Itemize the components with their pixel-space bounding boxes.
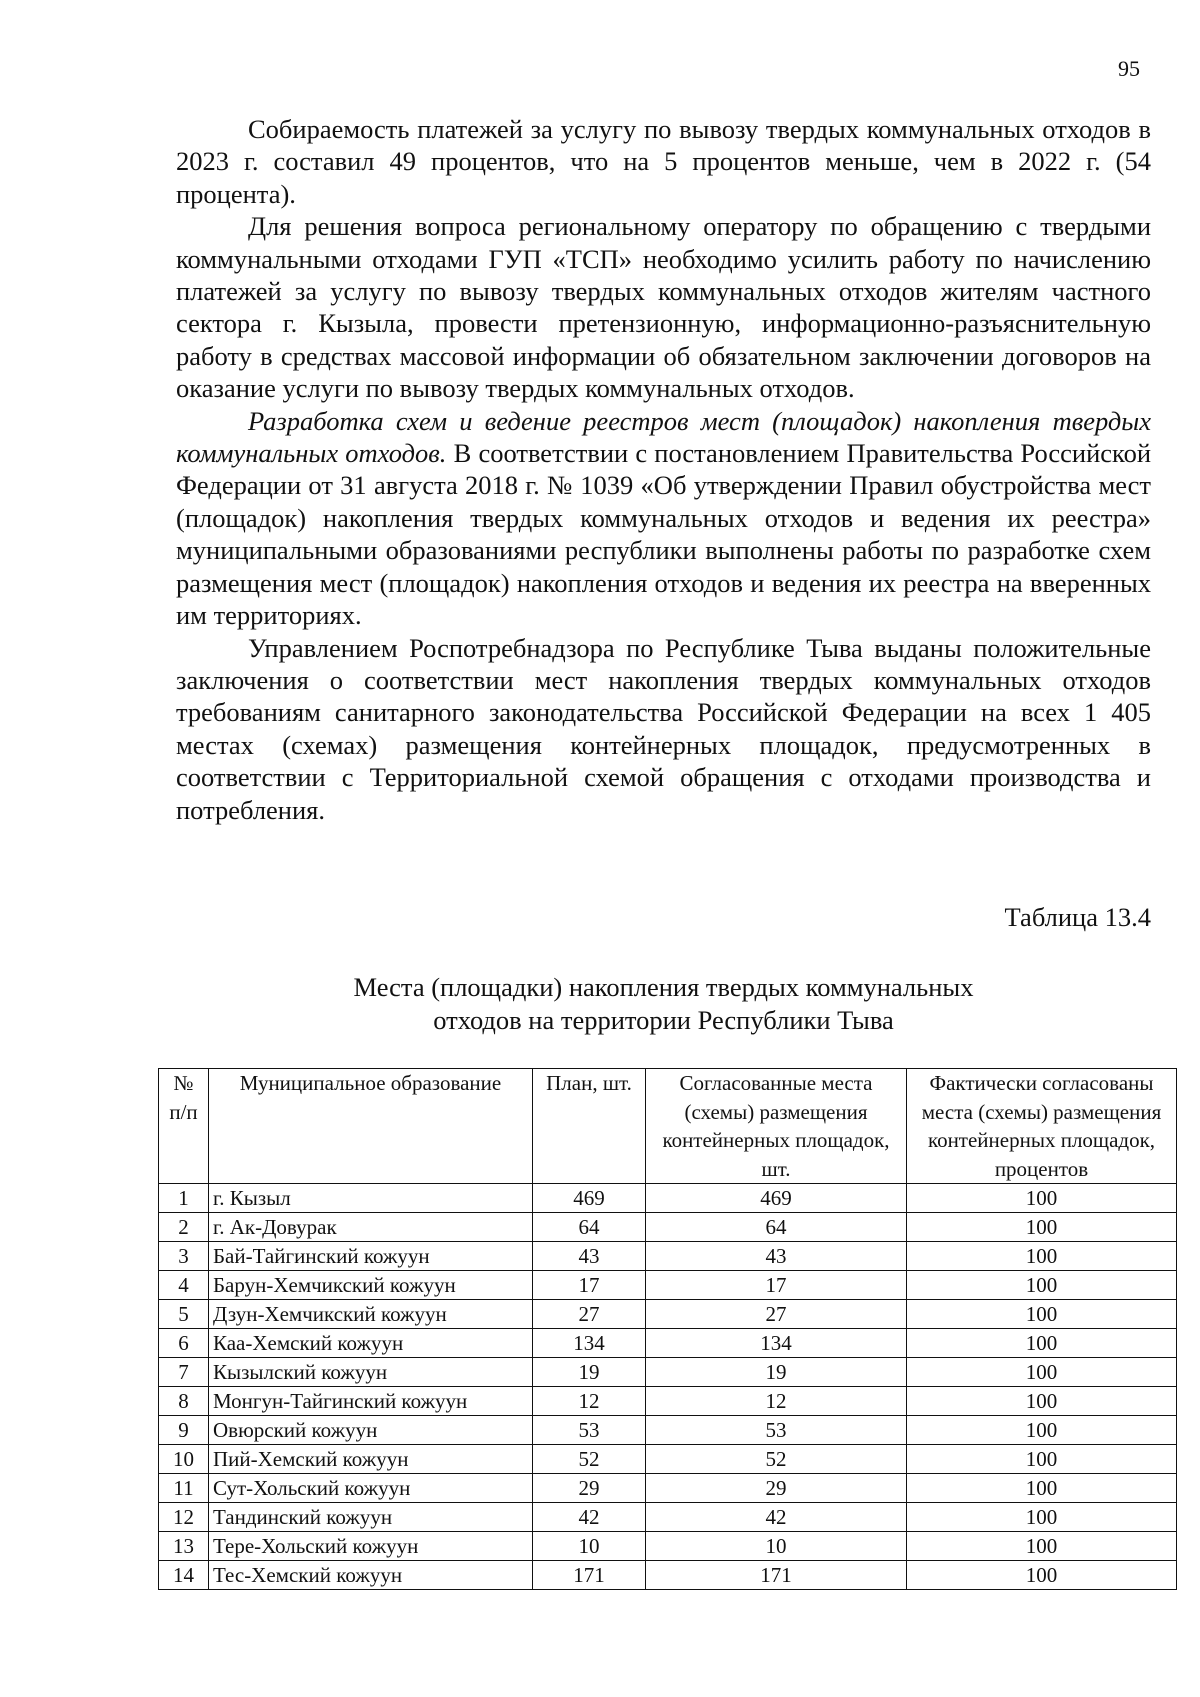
cell-plan: 64 xyxy=(533,1213,646,1242)
paragraph-regional-operator: Для решения вопроса региональному оператору по обращению с твердыми коммунальными отходами ГУП «ТСП» необходимо усилить работу по начислению платежей за услугу по вывозу твердых коммунальных отходов жителям частного сектора г. Кызыла, провести претензионную, информационно-разъяснительную работу в средствах массовой информации об обязательном заключении договоров на оказание услуги по вывозу твердых коммунальных отходов. xyxy=(176,211,1151,404)
cell-municipality: Барун-Хемчикский кожуун xyxy=(209,1271,533,1300)
cell-num: 13 xyxy=(159,1532,209,1561)
cell-plan: 134 xyxy=(533,1329,646,1358)
cell-percent: 100 xyxy=(907,1445,1177,1474)
cell-agreed: 64 xyxy=(646,1213,907,1242)
table-row xyxy=(159,1213,1177,1242)
paragraph-registry xyxy=(176,405,1151,632)
cell-municipality: Бай-Тайгинский кожуун xyxy=(209,1242,533,1271)
cell-num: 14 xyxy=(159,1561,209,1590)
cell-plan: 10 xyxy=(533,1532,646,1561)
cell-percent: 100 xyxy=(907,1387,1177,1416)
cell-percent: 100 xyxy=(907,1532,1177,1561)
cell-municipality: Тес-Хемский кожуун xyxy=(209,1561,533,1590)
table-row xyxy=(159,1358,1177,1387)
cell-percent: 100 xyxy=(907,1242,1177,1271)
cell-municipality: Каа-Хемский кожуун xyxy=(209,1329,533,1358)
cell-plan: 43 xyxy=(533,1242,646,1271)
cell-num: 6 xyxy=(159,1329,209,1358)
cell-num: 7 xyxy=(159,1358,209,1387)
header-plan: План, шт. xyxy=(533,1069,646,1184)
cell-agreed: 469 xyxy=(646,1184,907,1213)
table-row xyxy=(159,1242,1177,1271)
cell-plan: 12 xyxy=(533,1387,646,1416)
cell-num: 11 xyxy=(159,1474,209,1503)
cell-plan: 52 xyxy=(533,1445,646,1474)
cell-municipality: Кызылский кожуун xyxy=(209,1358,533,1387)
cell-num: 3 xyxy=(159,1242,209,1271)
cell-num: 8 xyxy=(159,1387,209,1416)
cell-municipality: Пий-Хемский кожуун xyxy=(209,1445,533,1474)
header-actual: Фактически согласованы места (схемы) размещения контейнерных площадок, процентов xyxy=(907,1069,1177,1184)
cell-percent: 100 xyxy=(907,1474,1177,1503)
table-row xyxy=(159,1503,1177,1532)
cell-agreed: 17 xyxy=(646,1271,907,1300)
waste-sites-table xyxy=(158,1068,1177,1590)
page-number: 95 xyxy=(1118,56,1140,81)
table-title-line-1: Места (площадки) накопления твердых коммунальных xyxy=(353,972,974,1002)
paragraph-collection-rate: Собираемость платежей за услугу по вывозу твердых коммунальных отходов в 2023 г. составил 49 процентов, что на 5 процентов меньше, чем в 2022 г. (54 процента). xyxy=(176,114,1151,209)
table-row xyxy=(159,1532,1177,1561)
table-header-row xyxy=(159,1069,1177,1184)
header-agreed: Согласованные места (схемы) размещения контейнерных площадок, шт. xyxy=(646,1069,907,1184)
cell-plan: 53 xyxy=(533,1416,646,1445)
cell-num: 12 xyxy=(159,1503,209,1532)
paragraph-registry-heading: Разработка схем и ведение реестров мест (площадок) накопления твердых коммунальных отходов. xyxy=(176,405,1151,469)
cell-agreed: 171 xyxy=(646,1561,907,1590)
cell-agreed: 52 xyxy=(646,1445,907,1474)
table-label: Таблица 13.4 xyxy=(1004,902,1151,932)
table-row xyxy=(159,1184,1177,1213)
table-title xyxy=(176,971,1151,1037)
cell-percent: 100 xyxy=(907,1561,1177,1590)
cell-percent: 100 xyxy=(907,1271,1177,1300)
cell-plan: 27 xyxy=(533,1300,646,1329)
cell-plan: 29 xyxy=(533,1474,646,1503)
cell-plan: 469 xyxy=(533,1184,646,1213)
cell-num: 10 xyxy=(159,1445,209,1474)
table-row xyxy=(159,1271,1177,1300)
cell-municipality: Дзун-Хемчикский кожуун xyxy=(209,1300,533,1329)
cell-agreed: 10 xyxy=(646,1532,907,1561)
cell-agreed: 134 xyxy=(646,1329,907,1358)
table-row xyxy=(159,1387,1177,1416)
cell-municipality: Тандинский кожуун xyxy=(209,1503,533,1532)
table-row xyxy=(159,1474,1177,1503)
cell-percent: 100 xyxy=(907,1329,1177,1358)
header-num: № п/п xyxy=(159,1069,209,1184)
cell-plan: 19 xyxy=(533,1358,646,1387)
cell-municipality: Тере-Хольский кожуун xyxy=(209,1532,533,1561)
cell-percent: 100 xyxy=(907,1184,1177,1213)
table-row xyxy=(159,1416,1177,1445)
header-municipality: Муниципальное образование xyxy=(209,1069,533,1184)
cell-num: 1 xyxy=(159,1184,209,1213)
cell-municipality: Сут-Хольский кожуун xyxy=(209,1474,533,1503)
cell-num: 9 xyxy=(159,1416,209,1445)
table-row xyxy=(159,1300,1177,1329)
cell-municipality: г. Кызыл xyxy=(209,1184,533,1213)
paragraph-registry-text: В соответствии с постановлением Правительства Российской Федерации от 31 августа 2018 г. № 1039 «Об утверждении Правил обустройства мест (площадок) накопления твердых коммунальных отходов и ведения их реестра» муниципальными образованиями республики выполнены работы по разработке схем размещения мест (площадок) накопления отходов и ведения их реестра на вверенных им территориях. xyxy=(176,438,1151,631)
cell-agreed: 43 xyxy=(646,1242,907,1271)
table-row xyxy=(159,1561,1177,1590)
cell-agreed: 27 xyxy=(646,1300,907,1329)
cell-plan: 171 xyxy=(533,1561,646,1590)
cell-agreed: 29 xyxy=(646,1474,907,1503)
cell-agreed: 12 xyxy=(646,1387,907,1416)
cell-percent: 100 xyxy=(907,1416,1177,1445)
cell-percent: 100 xyxy=(907,1503,1177,1532)
cell-agreed: 53 xyxy=(646,1416,907,1445)
body-text xyxy=(176,113,1151,826)
cell-municipality: Овюрский кожуун xyxy=(209,1416,533,1445)
cell-agreed: 42 xyxy=(646,1503,907,1532)
cell-agreed: 19 xyxy=(646,1358,907,1387)
cell-plan: 42 xyxy=(533,1503,646,1532)
cell-percent: 100 xyxy=(907,1358,1177,1387)
table-row xyxy=(159,1329,1177,1358)
cell-num: 4 xyxy=(159,1271,209,1300)
cell-percent: 100 xyxy=(907,1213,1177,1242)
paragraph-rospotrebnadzor: Управлением Роспотребнадзора по Республике Тыва выданы положительные заключения о соответствии мест накопления твердых коммунальных отходов требованиям санитарного законодательства Российской Федерации на всех 1 405 местах (схемах) размещения контейнерных площадок, предусмотренных в соответствии с Территориальной схемой обращения с отходами производства и потребления. xyxy=(176,632,1151,825)
table-row xyxy=(159,1445,1177,1474)
cell-plan: 17 xyxy=(533,1271,646,1300)
cell-municipality: Монгун-Тайгинский кожуун xyxy=(209,1387,533,1416)
cell-num: 5 xyxy=(159,1300,209,1329)
table-title-line-2: отходов на территории Республики Тыва xyxy=(433,1005,894,1035)
cell-num: 2 xyxy=(159,1213,209,1242)
cell-municipality: г. Ак-Довурак xyxy=(209,1213,533,1242)
cell-percent: 100 xyxy=(907,1300,1177,1329)
